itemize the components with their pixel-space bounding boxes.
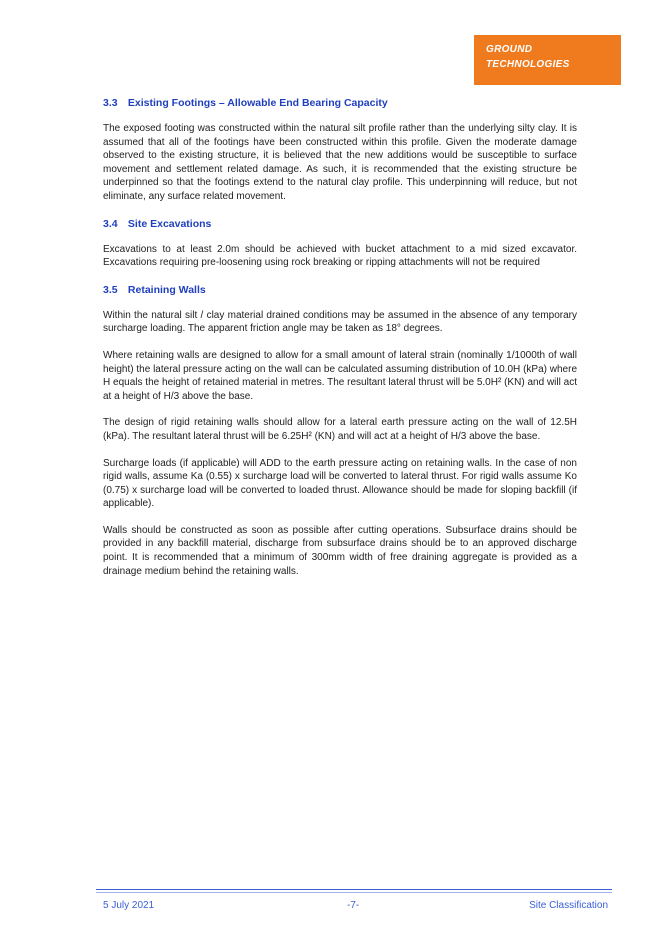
section-title: Site Excavations bbox=[127, 217, 212, 230]
page-number: -7- bbox=[347, 900, 360, 911]
section-number: 3.3 bbox=[103, 97, 118, 109]
logo-line-2: TECHNOLOGIES bbox=[486, 59, 570, 70]
footer-divider-secondary bbox=[96, 892, 612, 893]
paragraph: Surcharge loads (if applicable) will ADD to the earth pressure acting on retaining walls. In the case of non rigid walls, assume Ka (0.55) x surcharge load will be converted to lateral thrust. For rigid walls assume Ko (0.75) x surcharge load will be converted to loaded thrust. Allowance should be made for sloping backfill (if applicable). bbox=[103, 457, 577, 510]
footer-date: 5 July 2021 bbox=[103, 900, 155, 911]
section-heading-3-5 bbox=[103, 283, 577, 297]
document-body bbox=[103, 96, 577, 591]
footer-document-title: Site Classification bbox=[529, 900, 608, 911]
paragraph: Walls should be constructed as soon as possible after cutting operations. Subsurface drains should be provided in any backfill material, discharge from subsurface drains should be to an approved discharge point. It is recommended that a minimum of 300mm width of free draining aggregate is provided as a drainage medium behind the retaining walls. bbox=[103, 524, 577, 577]
section-heading-3-3 bbox=[103, 96, 577, 110]
section-heading-3-4 bbox=[103, 217, 577, 231]
section-title: Existing Footings – Allowable End Bearing Capacity bbox=[127, 97, 388, 109]
paragraph: The exposed footing was constructed within the natural silt profile rather than the underlying silty clay. It is assumed that all of the footings have been constructed within this profile. Given the moderate damage observed to the existing structure, it is believed that the new additions would be susceptible to surface movement and settlement related damage. As such, it is recommended that the existing structure be underpinned so that the footings extend to the natural clay profile. This underpinning will reduce, but not eliminate, any surface related movement. bbox=[103, 123, 577, 202]
paragraph: Where retaining walls are designed to allow for a small amount of lateral strain (nominally 1/1000th of wall height) the lateral pressure acting on the wall can be calculated assuming distribution of 10.0H (kPa) where H equals the height of retained material in metres. The resultant lateral thrust will be 5.0H² (KN) and will act at a height of H/3 above the base. bbox=[103, 349, 577, 402]
company-logo bbox=[474, 35, 621, 85]
section-title: Retaining Walls bbox=[127, 283, 206, 296]
footer-divider bbox=[96, 889, 612, 890]
paragraph: The design of rigid retaining walls should allow for a lateral earth pressure acting on the wall of 12.5H (kPa). The resultant lateral thrust will be 6.25H² (KN) and will act at a height of H/3 above the base. bbox=[103, 417, 577, 442]
section-number: 3.5 bbox=[103, 283, 118, 296]
paragraph: Excavations to at least 2.0m should be achieved with bucket attachment to a mid sized excavator. Excavations requiring pre-loosening using rock breaking or ripping attachments will not be required bbox=[103, 243, 577, 269]
paragraph: Within the natural silt / clay material drained conditions may be assumed in the absence of any temporary surcharge loading. The apparent friction angle may be taken as 18° degrees. bbox=[103, 309, 577, 335]
logo-line-1: GROUND bbox=[486, 44, 533, 55]
section-number: 3.4 bbox=[103, 217, 118, 230]
